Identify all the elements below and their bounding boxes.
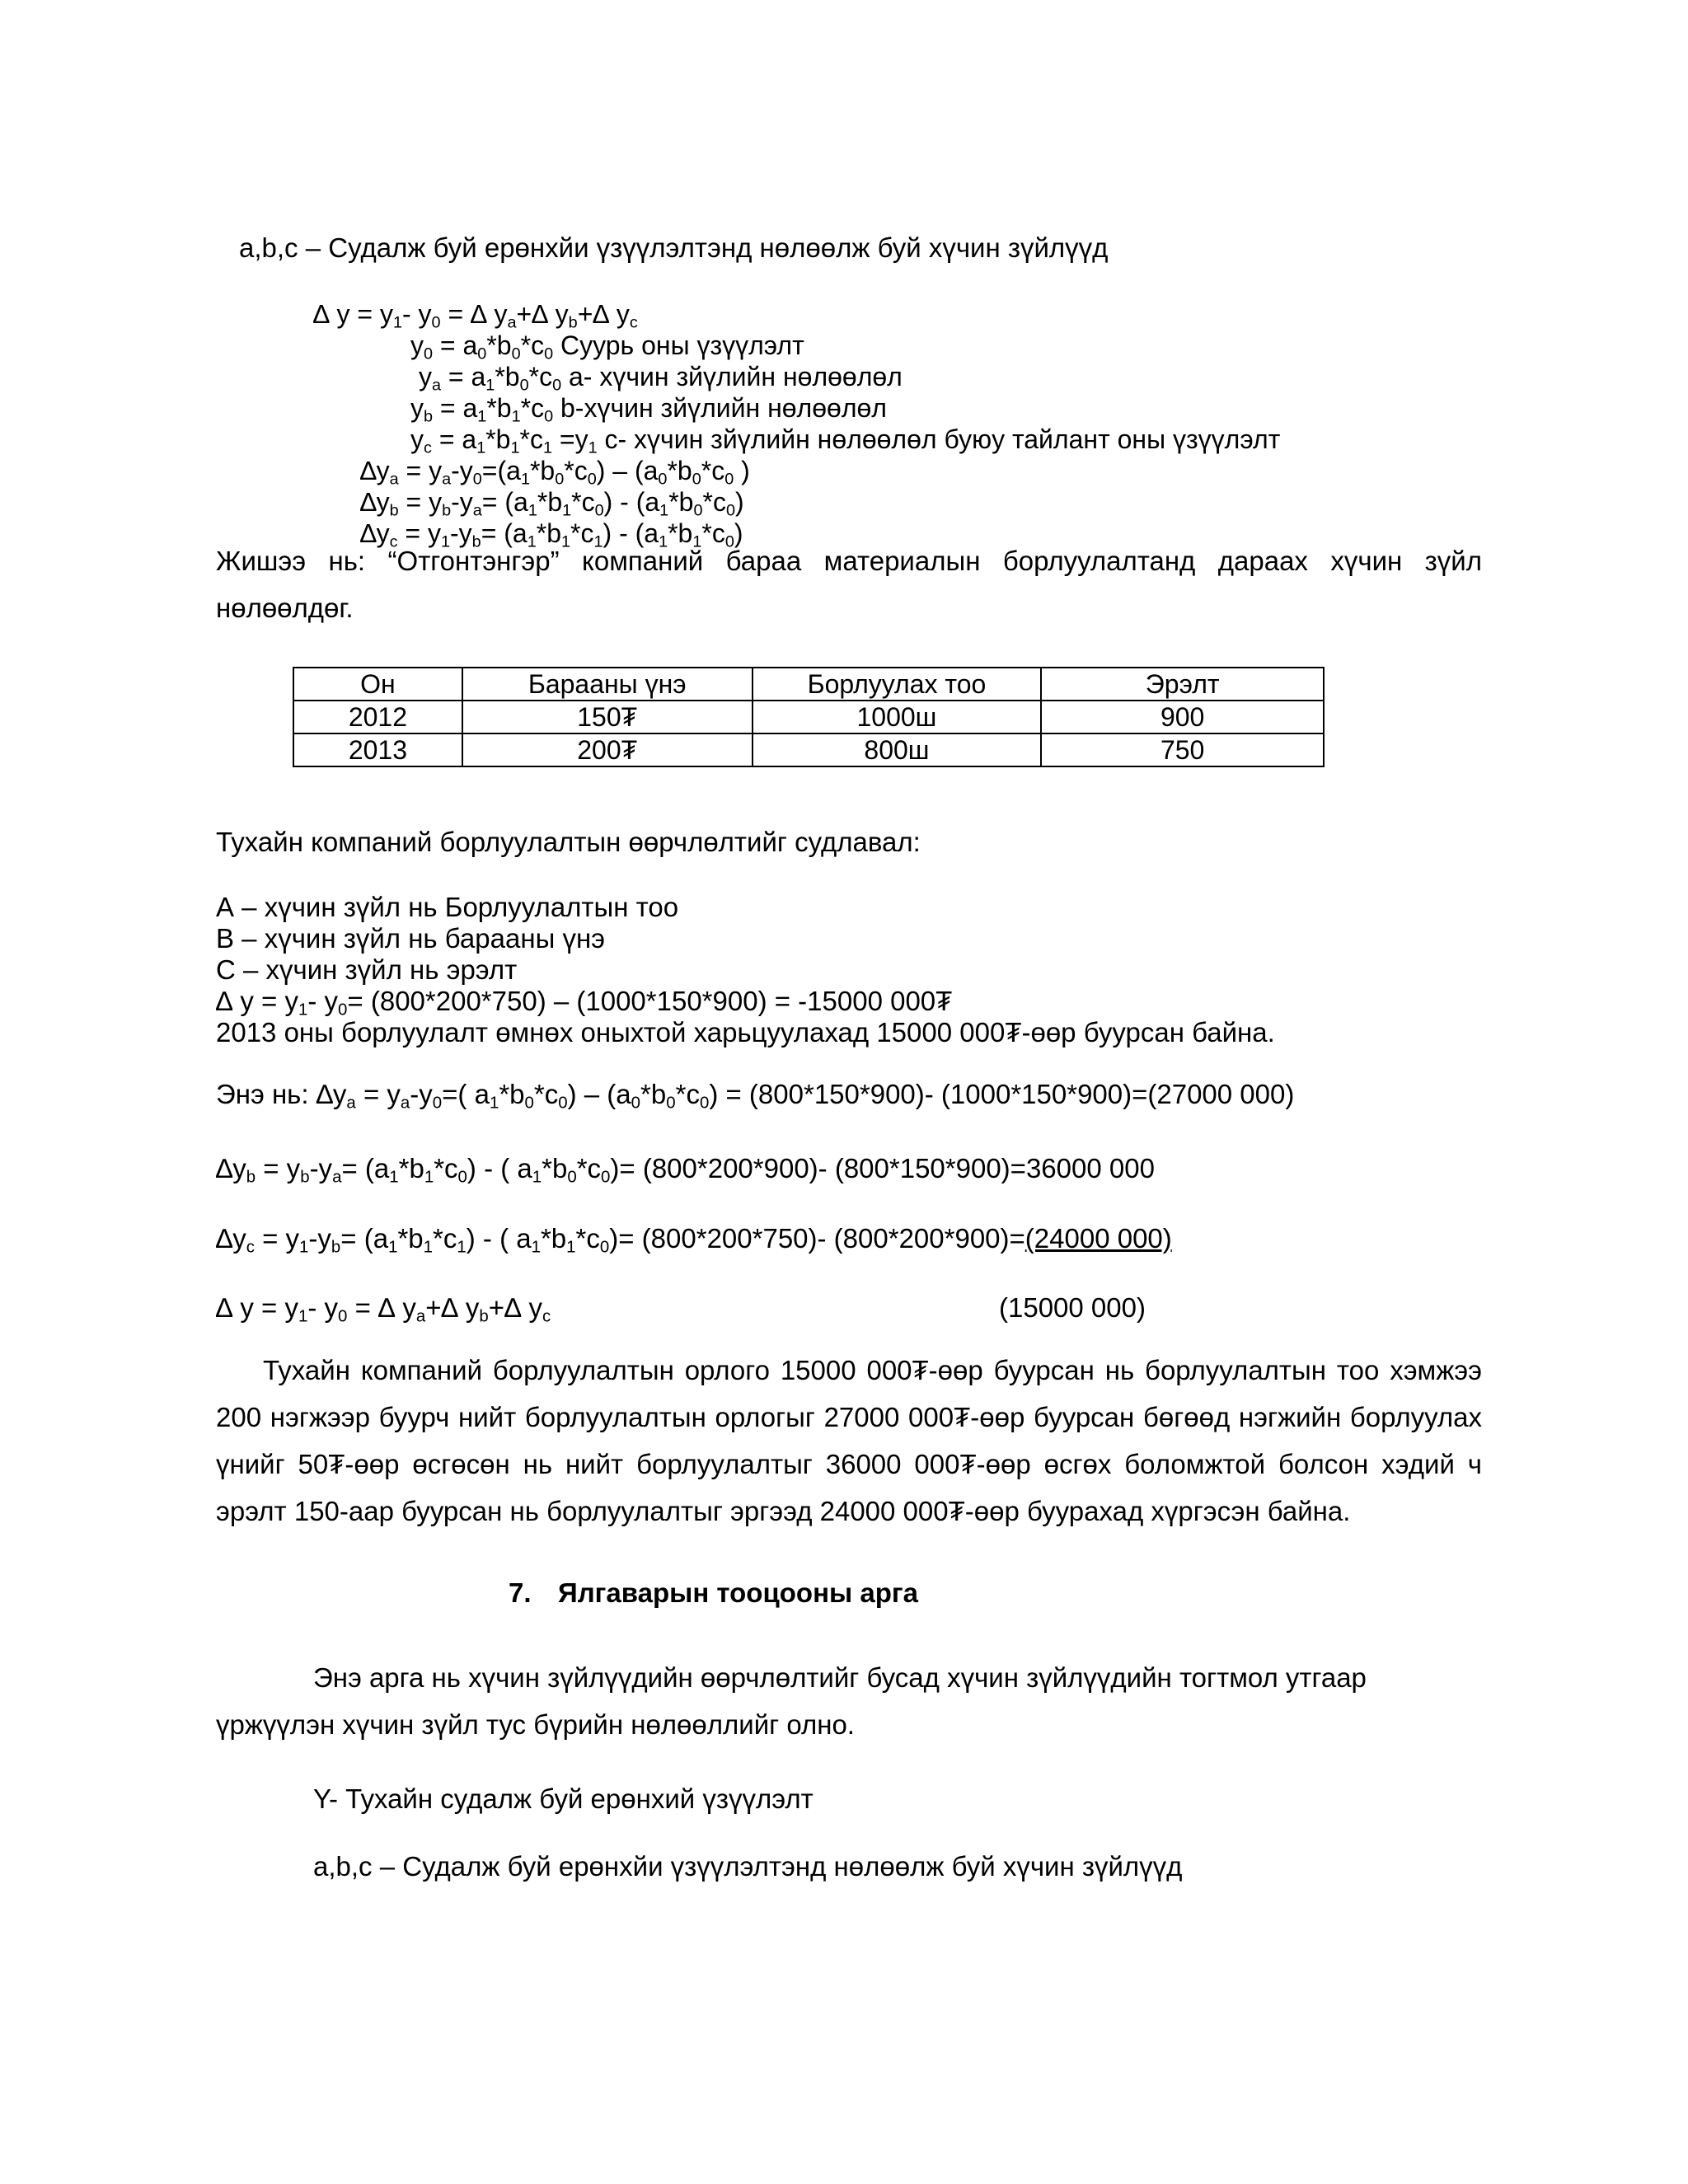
conclusion-line-4: эрэлт 150-аар буурсан нь борлуулалтыг эргээд 24000 000₮-өөр буурахад хүргэсэн байна. <box>216 1496 1351 1526</box>
conclusion-line-3: үнийг 50₮-өөр өсгөсөн нь нийт борлуулалтыг 36000 000₮-өөр өсгөх боломжтой болсон хэдий ч <box>216 1449 1482 1479</box>
table-cell: 900 <box>1041 701 1324 733</box>
calculation-b: $\Delta y_b = y_b-y_a= (a_1*b_1*c_0)$ - ( $a_1*b_0*c_0)= (800*200*900)-$ (800*150*900)=36000 000 <box>216 1153 1155 1187</box>
table-row <box>293 701 1324 733</box>
y-definition: Y- Тухайн судалж буй ерөнхий үзүүлэлт <box>313 1783 814 1814</box>
factor-list-item: А – хүчин зүйл нь Борлуулалтын тоо <box>216 892 679 922</box>
formula-delta-ya: $\Delta y_a = y_a-y_0=(a_1*b_0*c_0) - (a_0*b_0*c_0$ ) <box>360 456 750 489</box>
table-header-cell: Эрэлт <box>1041 668 1324 701</box>
conclusion-line-2: 200 нэгжээр буурч нийт борлуулалтын орлогыг 27000 000₮-өөр буурсан бөгөөд нэгжийн борлуулах <box>216 1402 1482 1432</box>
conclusion-line-1: Тухайн компаний борлуулалтын орлого 15000 000₮-өөр буурсан нь борлуулалтын тоо хэмжээ <box>263 1355 1482 1385</box>
calculation-total: ∆ $y = y_1-$ $y_0$ = ∆ $y_a+\Delta$ $y_b+\Delta$ $y_c$ <box>216 1292 551 1326</box>
sales-data-table <box>293 667 1325 767</box>
delta-comment: 2013 оны борлуулалт өмнөх оныхтой харьцуулахад 15000 000₮-өөр буурсан байна. <box>216 1017 1275 1047</box>
intro-factors-text: a,b,c – Судалж буй ерөнхйи үзүүлэлтэнд нөлөөлж буй хүчин зүйлүүд <box>239 232 1109 263</box>
calculation-a: Энэ нь: $\Delta y_a = y_a-y_0=$( $a_1*b_0*c_0) - (a_0*b_0*c_0) = (800*150*900)-$ (1000*150*900)=(27000 000) <box>216 1079 1295 1113</box>
formula-delta-yc: $\Delta y_c = y_1-y_b= (a_1*b_1*c_1) - (a_1*b_1*c_0)$ <box>360 518 743 551</box>
calculation-c: $\Delta y_c = y_1-y_b= (a_1*b_1*c_1)$ - ( $a_1*b_1*c_0)= (800*200*750)-$ (800*200*900)=(24000 000) <box>216 1223 1172 1257</box>
section-title: Ялгаварын тооцооны арга <box>558 1577 918 1608</box>
table-cell: 150₮ <box>462 701 753 733</box>
table-cell: 800ш <box>753 733 1042 766</box>
section-heading <box>509 1577 918 1610</box>
section-number: 7. <box>509 1577 532 1608</box>
example-line-1: Жишээ нь: “Отгонтэнгэр” компаний бараа материалын борлуулалтанд дараах хүчин зүйл <box>216 546 1482 576</box>
formula-yc: $y_c = a_1*b_1*c_1 =y_1$ c- хүчин зйүлийн нөлөөлөл буюу тайлант оны үзүүлэлт <box>410 424 1281 457</box>
factor-list-item: В – хүчин зүйл нь барааны үнэ <box>216 923 606 954</box>
formula-y0: $y_0 = a_0*b_0*c_0$ Суурь оны үзүүлэлт <box>410 330 804 363</box>
example-line-2: нөлөөлдөг. <box>216 593 354 623</box>
table-cell: 750 <box>1041 733 1324 766</box>
formula-ya: $y_a = a_1*b_0*c_0$ a- хүчин зйүлийн нөлөөлөл <box>419 362 903 395</box>
factor-list-item: С – хүчин зүйл нь эрэлт <box>216 954 518 985</box>
table-header-cell: Он <box>293 668 462 701</box>
underlined-result: (24000 000) <box>1025 1223 1172 1254</box>
study-intro-text: Тухайн компаний борлуулалтын өөрчлөлтийг судлавал: <box>216 827 921 857</box>
method-desc-line-1: Энэ арга нь хүчин зүйлүүдийн өөрчлөлтийг бусад хүчин зүйлүүдийн тогтмол утгаар <box>313 1662 1367 1693</box>
table-header-cell: Барааны үнэ <box>462 668 753 701</box>
formula-total-delta: ∆ $y = y_1-$ $y_0$ = ∆ $y_a+\Delta$ $y_b+\Delta$ $y_c$ <box>313 299 638 332</box>
calculation-total-result: (15000 000) <box>999 1292 1146 1323</box>
delta-calculation: ∆ $y = y_1-$ $y_0= (800*200*750) - (1000*150*900) = -15000$ 000₮ <box>216 986 953 1019</box>
table-header-cell: Борлуулах тоо <box>753 668 1042 701</box>
table-cell: 2012 <box>293 701 462 733</box>
formula-yb: $y_b = a_1*b_1*c_0$ b-хүчин зйүлийн нөлөөлөл <box>410 393 887 426</box>
abc-definition: a,b,c – Судалж буй ерөнхйи үзүүлэлтэнд нөлөөлж буй хүчин зүйлүүд <box>313 1851 1183 1882</box>
table-row <box>293 733 1324 766</box>
table-cell: 200₮ <box>462 733 753 766</box>
table-cell: 2013 <box>293 733 462 766</box>
table-cell: 1000ш <box>753 701 1042 733</box>
method-desc-line-2: үржүүлэн хүчин зүйл тус бүрийн нөлөөллийг олно. <box>216 1709 855 1740</box>
formula-delta-yb: $\Delta y_b = y_b-y_a= (a_1*b_1*c_0) - (a_1*b_0*c_0)$ <box>360 487 744 520</box>
table-header-row <box>293 668 1324 701</box>
